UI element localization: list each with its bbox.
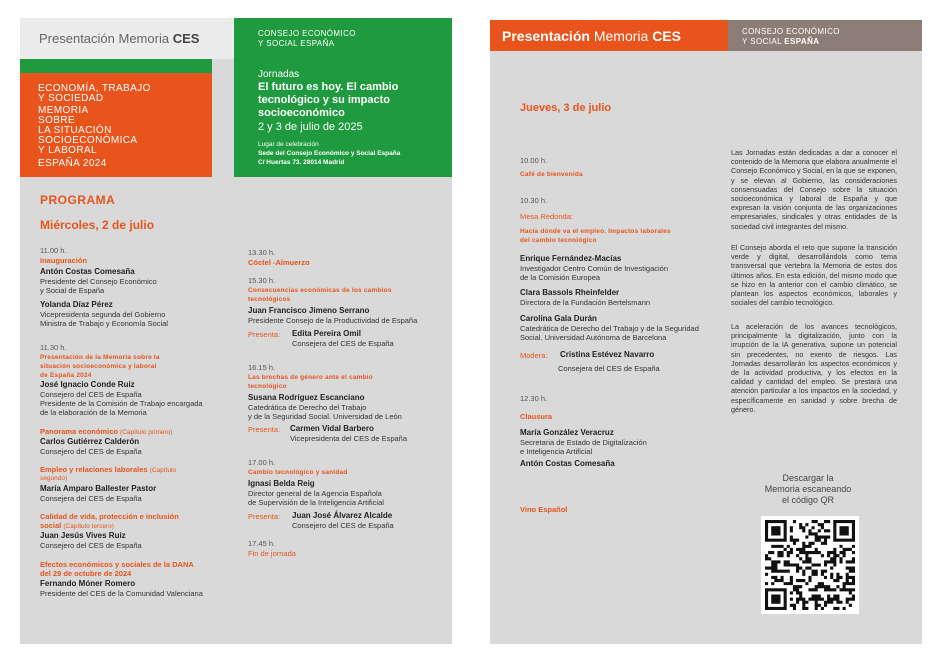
memoria-cover-box (20, 73, 212, 177)
event-title: de España 2024 (40, 372, 92, 379)
speaker-desc: Consejero del CES de España (40, 390, 142, 399)
venue-name: Sede del Consejo Económico y Social España (258, 150, 401, 157)
speaker-desc: Consejera del CES de España (40, 494, 142, 503)
speaker-desc: Presidente de la Comisión de Trabajo encargada (40, 399, 203, 408)
venue-address: C/ Huertas 73. 28014 Madrid (258, 159, 345, 166)
programa-heading: PROGRAMA (40, 193, 116, 207)
cover-line: MEMORIA (38, 105, 89, 116)
speaker-name: María González Veracruz (520, 428, 614, 437)
speaker-name: Ignasi Belda Reig (248, 479, 315, 488)
qr-code-icon (765, 520, 855, 610)
presenter-desc: Vicepresidenta del CES de España (290, 434, 408, 443)
time-label: 15.30 h. (248, 276, 276, 285)
qr-caption: Descargar la Memoria escaneando el código QR (764, 473, 852, 505)
session-subtitle: segundo) (40, 475, 68, 482)
speaker-desc: Presidente Consejo de la Productividad de España (248, 316, 418, 325)
speaker-desc: y Social de España (40, 286, 105, 295)
event-title: Las brechas de género ante el cambio (248, 374, 373, 381)
time-label: 10.00 h. (520, 156, 548, 165)
org-name-line1: CONSEJO ECONÓMICO (258, 29, 356, 38)
jornadas-title-line: tecnológico y su impacto (258, 94, 391, 106)
speaker-desc: e Inteligencia Artificial (520, 447, 593, 456)
venue-label: Lugar de celebración (258, 141, 319, 148)
left-page (20, 18, 452, 644)
time-label: 13.30 h. (248, 248, 276, 257)
speaker-name: Antón Costas Comesaña (520, 459, 615, 468)
speaker-desc: Consejero del CES de España (40, 541, 142, 550)
jornadas-title-line: El futuro es hoy. El cambio (258, 81, 399, 93)
event-title: Presentación de la Memoria sobre la (40, 354, 160, 361)
moderator-name: Cristina Estévez Navarro (560, 350, 655, 359)
org-name: CONSEJO ECONÓMICO Y SOCIAL ESPAÑA (742, 27, 840, 46)
speaker-desc: Secretaria de Estado de Digitalización (520, 438, 647, 447)
speaker-name: Clara Bassols Rheinfelder (520, 288, 620, 297)
qr-code[interactable] (761, 516, 859, 614)
event-title: Fin de jornada (248, 549, 296, 558)
speaker-desc: Catedrática de Derecho del Trabajo (248, 403, 367, 412)
right-header-org-box (728, 20, 922, 51)
speaker-name: Carolina Gala Durán (520, 314, 597, 323)
time-label: 11.00 h. (40, 246, 67, 255)
speaker-desc: de la elaboración de la Memoria (40, 408, 147, 417)
mesa-label: Mesa Redonda: (520, 212, 573, 221)
session-title: social (Capítulo tercero) (40, 521, 114, 530)
event-title: Clausura (520, 412, 553, 421)
speaker-desc: Catedrática de Derecho del Trabajo y de la Seguridad (520, 324, 699, 333)
presenter-name: Edita Pereira Omil (292, 329, 361, 338)
speaker-desc: Vicepresidenta segunda del Gobierno (40, 310, 166, 319)
cover-line: Y SOCIEDAD (38, 93, 104, 104)
presenter-desc: Consejera del CES de España (292, 339, 394, 348)
time-label: 12.30 h. (520, 394, 548, 403)
speaker-name: Carlos Gutiérrez Calderón (40, 437, 140, 446)
speaker-desc: de la Comisión Europea (520, 273, 601, 282)
event-title: Cóctel -Almuerzo (248, 258, 310, 267)
event-title: Hacia dónde va el empleo. Impactos laborales (520, 228, 671, 235)
event-title: Vino Español (520, 505, 568, 514)
speaker-desc: Director general de la Agencia Española (248, 489, 382, 498)
cover-line: SOCIOECONÓMICA (38, 135, 138, 146)
time-label: 10.30 h. (520, 196, 548, 205)
event-title: tecnológico (248, 383, 287, 390)
event-title: situación socioeconómica y laboral (40, 363, 157, 370)
time-label: 17.45 h. (248, 539, 276, 548)
event-title: del cambio tecnológico (520, 237, 597, 244)
speaker-desc: de Supervisión de la Inteligencia Artificial (248, 498, 384, 507)
day-heading: Miércoles, 2 de julio (40, 218, 155, 232)
cover-line: Y LABORAL (38, 145, 98, 156)
jornadas-box (234, 18, 452, 177)
org-name-line2: Y SOCIAL ESPAÑA (258, 39, 335, 48)
intro-paragraph: La aceleración de los avances tecnológicos, principalmente la digitalización, junto con la irrupción de la IA generativa, supone un potencial sin precedentes, no exento de riesgos. Las Jornadas desarrollarán los aspectos económicos y de la actividad productiva, y los efectos en la calidad y cantidad del empleo. Se prestará una atención particular a los impactos en la sociedad, y específicamente en sanidad y sobre brecha de género. (731, 322, 897, 414)
session-title: Empleo y relaciones laborales (Capítulo (40, 465, 177, 474)
speaker-name: María Amparo Ballester Pastor (40, 484, 157, 493)
jornadas-label: Jornadas (258, 69, 300, 80)
right-header-title: Presentación Memoria CES (502, 28, 681, 44)
cover-line: ESPAÑA 2024 (38, 158, 107, 169)
session-title: Efectos económicos y sociales de la DANA (40, 560, 194, 569)
presenter-label: Presenta: (248, 425, 281, 434)
speaker-name: Enrique Fernández-Macías (520, 254, 622, 263)
day-heading: Jueves, 3 de julio (520, 102, 612, 114)
cover-line: SOBRE (38, 115, 76, 126)
cover-line: LA SITUACIÓN (38, 125, 112, 136)
speaker-desc: Social. Universidad Autónoma de Barcelona (520, 333, 667, 342)
speaker-name: Susana Rodríguez Escanciano (248, 393, 365, 402)
cover-line: ECONOMÍA, TRABAJO (38, 83, 151, 94)
speaker-name: Fernando Móner Romero (40, 579, 136, 588)
right-page (490, 20, 922, 644)
speaker-desc: Investigador Centro Común de Investigación (520, 264, 669, 273)
presenter-name: Juan José Álvarez Alcalde (292, 511, 393, 520)
speaker-desc: Ministra de Trabajo y Economía Social (40, 319, 168, 328)
left-header-title: Presentación Memoria CES (39, 31, 200, 46)
speaker-desc: Presidente del CES de la Comunidad Valenciana (40, 589, 203, 598)
speaker-desc: Directora de la Fundación Bertelsmann (520, 298, 651, 307)
speaker-name: Yolanda Díaz Pérez (40, 300, 113, 309)
time-label: 16.15 h. (248, 363, 276, 372)
jornadas-dates: 2 y 3 de julio de 2025 (258, 121, 363, 133)
event-title: Consecuencias económicas de los cambios (248, 287, 392, 294)
green-strip (20, 59, 212, 73)
session-title: Calidad de vida, protección e inclusión (40, 512, 179, 521)
speaker-name: Juan Francisco Jimeno Serrano (248, 306, 370, 315)
presenter-label: Presenta: (248, 512, 281, 521)
session-title: Panorama económico (Capítulo primero) (40, 427, 173, 436)
event-title: Cambio tecnológico y sanidad (248, 469, 348, 476)
time-label: 11.30 h. (40, 343, 67, 352)
jornadas-title-line: socioeconómico (258, 107, 345, 119)
speaker-desc: Consejero del CES de España (40, 447, 142, 456)
speaker-name: Juan Jesús Vives Ruiz (40, 531, 126, 540)
intro-paragraph: Las Jornadas están dedicadas a dar a conocer el contenido de la Memoria que elabora anualmente el Consejo Económico y Social, en la que se exponen, y se elevan al Gobierno, las consideraciones consensuadas del Consejo sobre la situación socioeconómica y laboral de España y que expresan la visión conjunta de las organizaciones empresariales, sindicales y otras entidades de la sociedad civil integrantes del mismo. (731, 148, 897, 231)
intro-paragraph: El Consejo aborda el reto que supone la transición verde y digital, desarrollándola como tema transversal que vertebra la Memoria de estos dos últimos años. En esta edición, del mismo modo que se hizo en la anterior con el cambio climático, se plantean los aspectos económicos, laborales y sociales del cambio tecnológico. (731, 243, 897, 308)
moderator-label: Modera: (520, 351, 548, 360)
speaker-name: Antón Costas Comesaña (40, 267, 135, 276)
left-header-title-box (20, 18, 234, 59)
time-label: 17.00 h. (248, 458, 276, 467)
event-title: Café de bienvenida (520, 171, 583, 178)
session-title: del 29 de octubre de 2024 (40, 569, 132, 578)
moderator-desc: Consejera del CES de España (558, 364, 660, 373)
speaker-name: José Ignacio Conde Ruiz (40, 380, 135, 389)
event-title: Inauguración (40, 256, 88, 265)
presenter-label: Presenta: (248, 330, 281, 339)
right-header-title-box (490, 20, 728, 51)
event-title: tecnológicos (248, 296, 291, 303)
presenter-desc: Consejero del CES de España (292, 521, 394, 530)
speaker-desc: Presidente del Consejo Económico (40, 277, 157, 286)
presenter-name: Carmen Vidal Barbero (290, 424, 374, 433)
speaker-desc: y de la Seguridad Social. Universidad de León (248, 412, 402, 421)
